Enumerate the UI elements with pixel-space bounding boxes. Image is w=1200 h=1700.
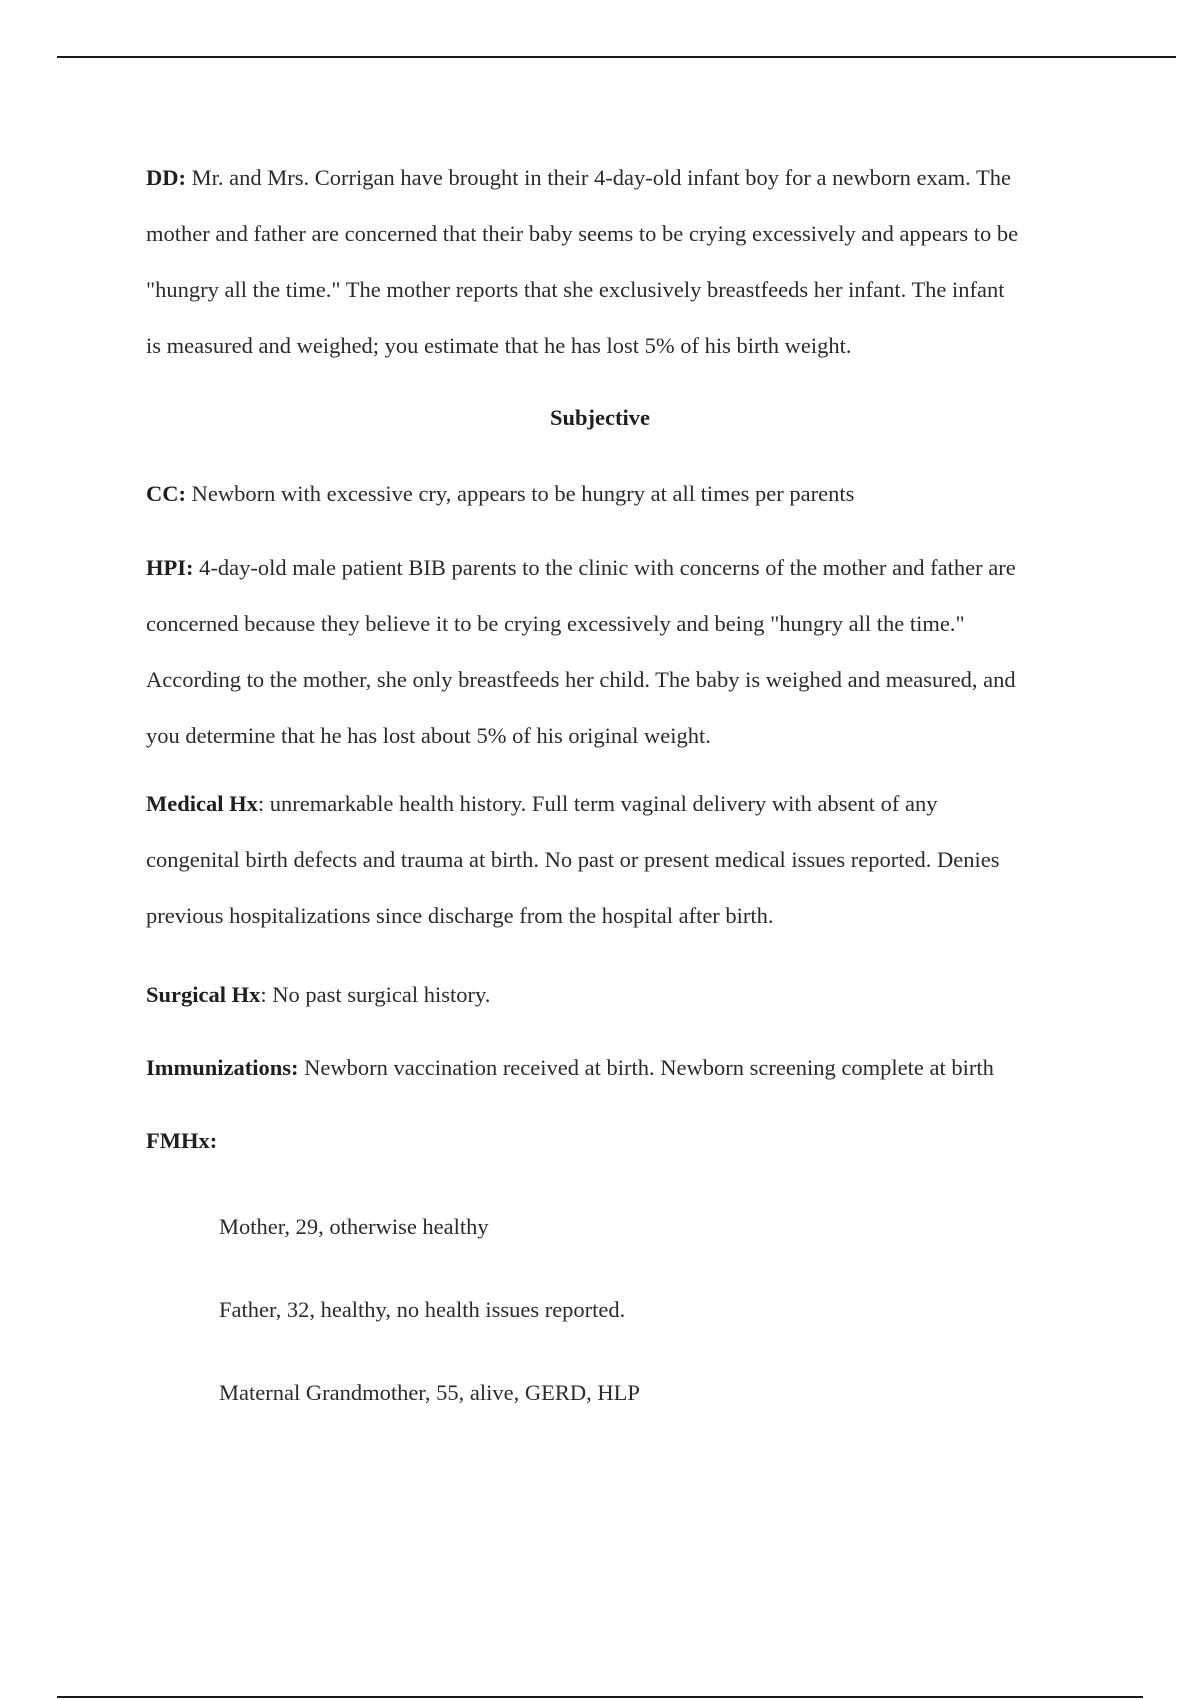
medical-hx-text-1: : unremarkable health history. Full term vaginal delivery with absent of any [257, 791, 938, 816]
subjective-heading: Subjective [550, 405, 650, 430]
cc-label: CC: [146, 481, 186, 506]
surgical-hx-label: Surgical Hx [146, 982, 261, 1007]
surgical-hx-line [146, 967, 1086, 1023]
medical-hx-label: Medical Hx [146, 791, 258, 816]
immunizations-label: Immunizations: [146, 1055, 299, 1080]
fmhx-item-maternal-grandmother: Maternal Grandmother, 55, alive, GERD, HLP [219, 1380, 640, 1405]
hpi-line-1 [146, 540, 1086, 596]
cc-paragraph [146, 466, 1086, 522]
fmhx-label: FMHx: [146, 1128, 218, 1153]
cc-text: Newborn with excessive cry, appears to be hungry at all times per parents [186, 481, 855, 506]
dd-line-4: is measured and weighed; you estimate that he has lost 5% of his birth weight. [146, 333, 852, 358]
dd-label: DD: [146, 165, 186, 190]
fmhx-paragraph [146, 1113, 1086, 1169]
medical-hx-line-3: previous hospitalizations since discharge from the hospital after birth. [146, 903, 774, 928]
cc-line [146, 466, 1086, 522]
surgical-hx-paragraph [146, 967, 1086, 1023]
dd-line-3: "hungry all the time." The mother reports that she exclusively breastfeeds her infant. The infant [146, 277, 1005, 302]
hpi-label: HPI: [146, 555, 194, 580]
surgical-hx-text: : No past surgical history. [260, 982, 491, 1007]
medical-hx-line-2: congenital birth defects and trauma at birth. No past or present medical issues reported. Denies [146, 847, 1000, 872]
hpi-text-1: 4-day-old male patient BIB parents to the clinic with concerns of the mother and father are [193, 555, 1016, 580]
dd-line-2: mother and father are concerned that their baby seems to be crying excessively and appears to be [146, 221, 1019, 246]
hpi-line-4: you determine that he has lost about 5% of his original weight. [146, 723, 711, 748]
header-rule [57, 56, 1176, 58]
immunizations-text: Newborn vaccination received at birth. Newborn screening complete at birth [298, 1055, 994, 1080]
medical-hx-line-1 [146, 776, 1086, 832]
immunizations-line [146, 1040, 1086, 1096]
hpi-line-3: According to the mother, she only breastfeeds her child. The baby is weighed and measured, and [146, 667, 1016, 692]
dd-paragraph [146, 150, 1086, 374]
hpi-paragraph [146, 540, 1086, 764]
footer-rule [57, 1696, 1143, 1698]
dd-text-1: Mr. and Mrs. Corrigan have brought in their 4-day-old infant boy for a newborn exam. The [186, 165, 1012, 190]
immunizations-paragraph [146, 1040, 1086, 1096]
hpi-line-2: concerned because they believe it to be crying excessively and being "hungry all the time." [146, 611, 965, 636]
fmhx-item-father: Father, 32, healthy, no health issues reported. [219, 1297, 626, 1322]
dd-line-1 [146, 150, 1086, 206]
fmhx-item-mother: Mother, 29, otherwise healthy [219, 1214, 489, 1239]
medical-hx-paragraph [146, 776, 1086, 944]
